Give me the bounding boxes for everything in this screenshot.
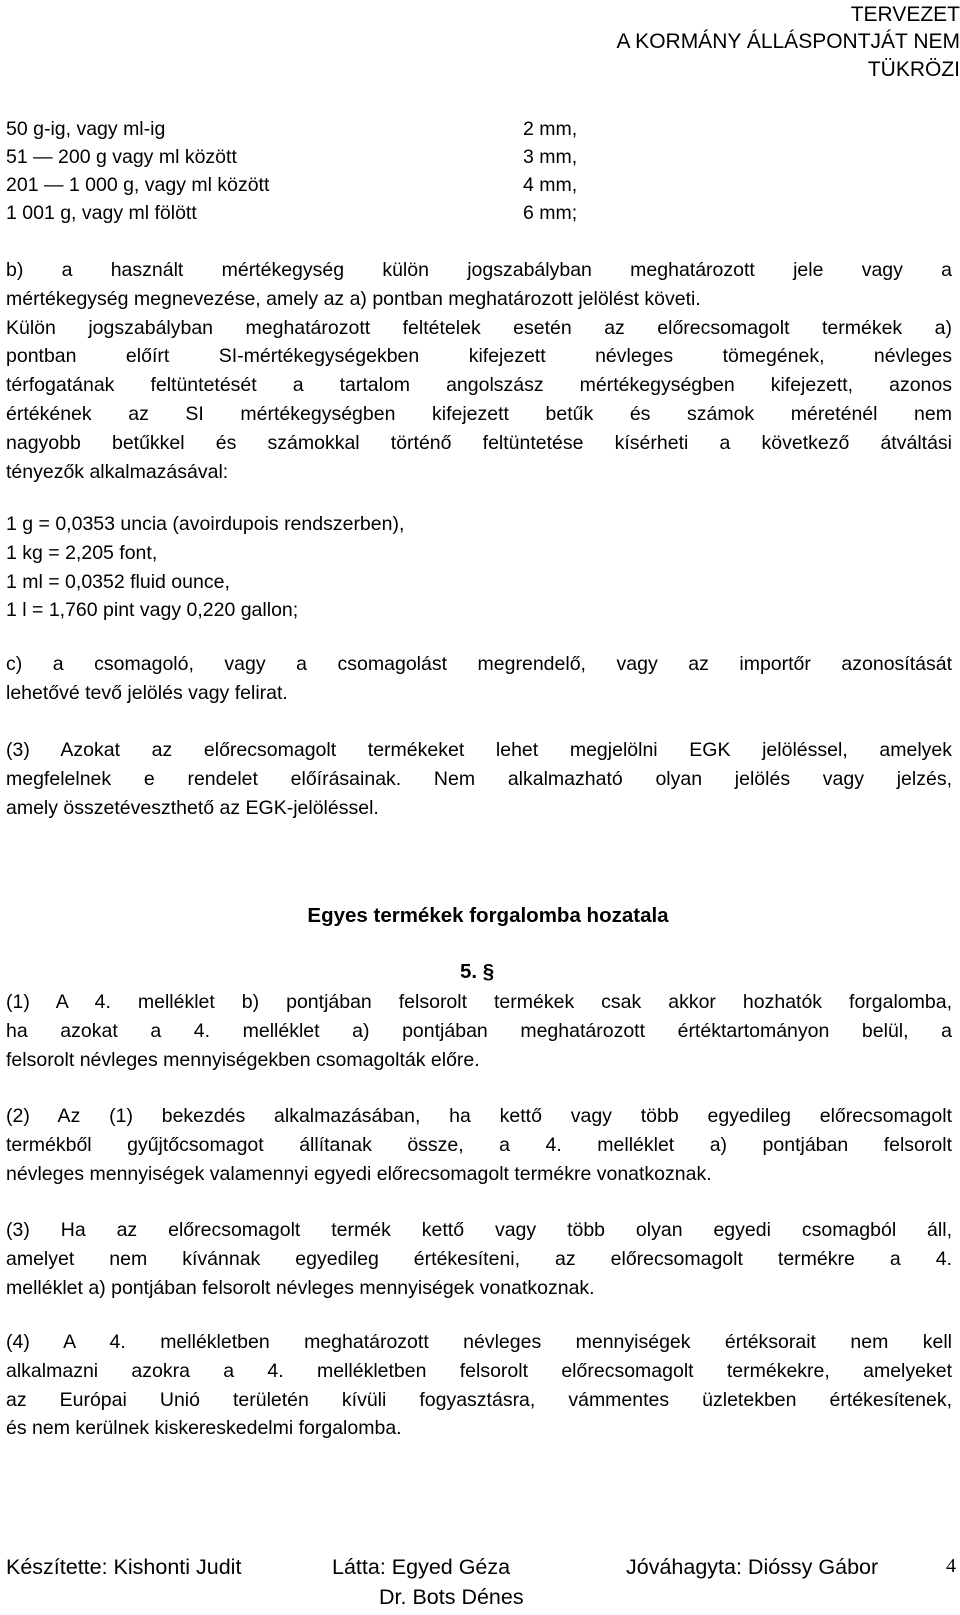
size-table-row [6, 142, 626, 172]
text-line: értékének az SI mértékegységben kifejezett betűk és számok méreténél nem [6, 402, 952, 425]
text-line: és nem kerülnek kiskereskedelmi forgalomba. [6, 1417, 402, 1440]
page-footer [6, 1555, 956, 1615]
conversion-item: 1 g = 0,0353 uncia (avoirdupois rendszerben), [6, 513, 405, 535]
paragraph-b [6, 256, 952, 486]
conversion-item: 1 ml = 0,0352 fluid ounce, [6, 570, 230, 593]
text-line: Külön jogszabályban meghatározott feltételek esetén az előrecsomagolt termékek a) [6, 316, 952, 339]
min-height: 2 mm, [523, 118, 578, 140]
text-line: felsorolt névleges mennyiségekben csomagolták előre. [6, 1048, 480, 1071]
page-number: 4 [946, 1555, 956, 1577]
text-line: (3) Azokat az előrecsomagolt termékeket lehet megjelölni EGK jelöléssel, amelyek [6, 739, 952, 761]
disclaimer-label: A KORMÁNY ÁLLÁSPONTJÁT NEM TÜKRÖZI [616, 30, 960, 81]
text-line: névleges mennyiségek valamennyi egyedi előrecsomagolt termékre vonatkoznak. [6, 1162, 712, 1185]
section-title: Egyes termékek forgalomba hozatala [307, 904, 669, 927]
section-number: 5. § [460, 960, 495, 983]
section5-paragraph-2 [6, 1102, 952, 1188]
conversion-item: 1 kg = 2,205 font, [6, 541, 158, 564]
text-line: (1) A 4. melléklet b) pontjában felsorolt termékek csak akkor hozhatók forgalomba, [6, 991, 952, 1013]
reviewed-by-second: Dr. Bots Dénes [379, 1585, 524, 1609]
approved-by: Jóváhagyta: Dióssy Gábor [626, 1555, 879, 1579]
text-line: lehetővé tevő jelölés vagy felirat. [6, 681, 288, 704]
min-height: 4 mm, [523, 174, 578, 196]
conversion-item: 1 l = 1,760 pint vagy 0,220 gallon; [6, 599, 299, 622]
reviewed-by: Látta: Egyed Géza [332, 1555, 511, 1579]
paragraph-3 [6, 736, 952, 822]
paragraph-c [6, 650, 952, 708]
text-line: b) a használt mértékegység külön jogszabályban meghatározott jele vagy a [6, 259, 952, 281]
size-range: 1 001 g, vagy ml fölött [6, 202, 197, 224]
text-line: (2) Az (1) bekezdés alkalmazásában, ha kettő vagy több egyedileg előrecsomagolt [6, 1105, 952, 1127]
min-height: 3 mm, [523, 146, 578, 168]
section5-paragraph-3 [6, 1216, 952, 1302]
text-line: mértékegység megnevezése, amely az a) pontban meghatározott jelölést követi. [6, 287, 701, 310]
prepared-by: Készítette: Kishonti Judit [6, 1555, 242, 1579]
text-line: melléklet a) pontjában felsorolt névleges mennyiségek vonatkoznak. [6, 1276, 595, 1299]
size-range: 50 g-ig, vagy ml-ig [6, 118, 166, 140]
text-line: (4) A 4. mellékletben meghatározott névleges mennyiségek értéksorait nem kell [6, 1331, 952, 1353]
size-table-row [6, 198, 626, 228]
min-height: 6 mm; [523, 202, 578, 224]
text-line: amelyet nem kívánnak egyedileg értékesíteni, az előrecsomagolt termékre a 4. [6, 1247, 952, 1270]
text-line: alkalmazni azokra a 4. mellékletben felsorolt előrecsomagolt termékekre, amelyeket [6, 1359, 952, 1382]
text-line: ha azokat a 4. melléklet a) pontjában meghatározott értéktartományon belül, a [6, 1019, 952, 1042]
draft-label: TERVEZET [850, 3, 960, 26]
text-line: amely összetéveszthető az EGK-jelöléssel. [6, 796, 379, 819]
text-line: az Európai Unió területén kívüli fogyasztásra, vámmentes üzletekben értékesítenek, [6, 1388, 952, 1411]
text-line: megfelelnek e rendelet előírásainak. Nem alkalmazható olyan jelölés vagy jelzés, [6, 767, 952, 790]
size-table-row [6, 170, 626, 200]
text-line: pontban előírt SI-mértékegységekben kifejezett névleges tömegének, névleges [6, 345, 952, 368]
text-line: (3) Ha az előrecsomagolt termék kettő vagy több olyan egyedi csomagból áll, [6, 1219, 952, 1241]
size-table-row [6, 114, 626, 144]
text-line: termékből gyűjtőcsomagot állítanak össze, a 4. melléklet a) pontjában felsorolt [6, 1133, 952, 1156]
text-line: c) a csomagoló, vagy a csomagolást megrendelő, vagy az importőr azonosítását [6, 653, 952, 675]
text-line: nagyobb betűkkel és számokkal történő feltüntetése kísérheti a következő átváltási [6, 431, 952, 454]
size-range: 201 — 1 000 g, vagy ml között [6, 174, 270, 196]
conversion-factors [6, 510, 404, 625]
size-range: 51 — 200 g vagy ml között [6, 146, 237, 168]
text-line: tényezők alkalmazásával: [6, 460, 229, 483]
text-line: térfogatának feltüntetését a tartalom angolszász mértékegységben kifejezett, azonos [6, 374, 952, 397]
section5-paragraph-4 [6, 1328, 952, 1443]
section5-paragraph-1 [6, 988, 952, 1074]
